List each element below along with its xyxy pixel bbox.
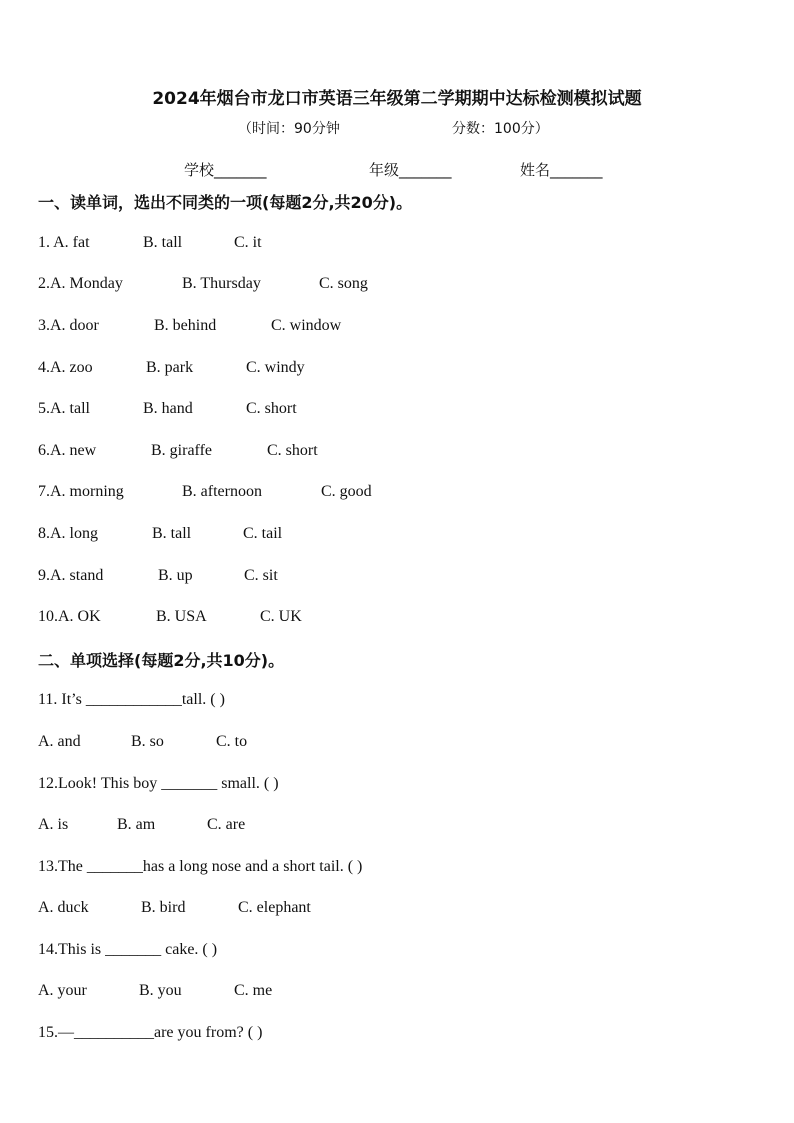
grade-field[interactable]: 年级_______ (369, 161, 452, 179)
section-heading: 二、单项选择(每题2分,共10分)。 (38, 651, 285, 670)
option-a: 1. A. fat (38, 234, 90, 251)
option-c: C. good (321, 483, 372, 500)
page-title: 2024年烟台市龙口市英语三年级第二学期期中达标检测模拟试题 (152, 89, 642, 109)
option-b: B. giraffe (151, 442, 213, 459)
section-heading: 一、读单词，选出不同类的一项(每题2分,共20分)。 (38, 193, 413, 212)
question-text: 12.Look! This boy _______ small. ( ) (38, 775, 279, 792)
question-text: 14.This is _______ cake. ( ) (38, 941, 218, 958)
option-c: C. UK (260, 608, 302, 625)
option-b: B. hand (143, 400, 193, 417)
option-c: C. song (319, 275, 368, 292)
name-field[interactable]: 姓名_______ (520, 161, 603, 179)
option-a: A. and (38, 733, 81, 750)
option-c: C. elephant (238, 899, 311, 916)
option-c: C. tail (243, 525, 283, 542)
option-a: 4.A. zoo (38, 359, 93, 376)
option-a: 9.A. stand (38, 567, 104, 584)
question-text: 15.—__________are you from? ( ) (38, 1024, 263, 1041)
option-b: B. up (158, 567, 193, 584)
option-c: C. short (267, 442, 318, 459)
option-c: C. me (234, 982, 273, 999)
option-b: B. bird (141, 899, 186, 916)
score-label: 分数：100分） (452, 121, 549, 137)
option-a: 6.A. new (38, 442, 97, 459)
option-c: C. are (207, 816, 246, 833)
option-a: 3.A. door (38, 317, 99, 334)
option-b: B. USA (156, 608, 207, 625)
option-b: B. so (131, 733, 164, 750)
option-b: B. park (146, 359, 194, 376)
option-c: C. sit (244, 567, 278, 584)
option-b: B. Thursday (182, 275, 261, 292)
option-c: C. window (271, 317, 342, 334)
time-label: （时间：90分钟 (238, 121, 340, 137)
option-b: B. afternoon (182, 483, 262, 500)
question-text: 13.The _______has a long nose and a short tail. ( ) (38, 858, 363, 875)
option-a: 10.A. OK (38, 608, 101, 625)
option-b: B. you (139, 982, 182, 999)
option-c: C. short (246, 400, 297, 417)
question-text: 11. It’s ____________tall. ( ) (38, 691, 225, 708)
option-a: 2.A. Monday (38, 275, 123, 292)
option-c: C. it (234, 234, 262, 251)
option-b: B. behind (154, 317, 217, 334)
option-a: A. is (38, 816, 69, 833)
option-a: A. duck (38, 899, 89, 916)
option-a: 5.A. tall (38, 400, 90, 417)
option-b: B. tall (143, 234, 183, 251)
option-a: A. your (38, 982, 87, 999)
option-c: C. to (216, 733, 248, 750)
option-a: 8.A. long (38, 525, 98, 542)
school-field[interactable]: 学校_______ (184, 161, 267, 179)
option-b: B. am (117, 816, 156, 833)
option-a: 7.A. morning (38, 483, 124, 500)
option-c: C. windy (246, 359, 305, 376)
option-b: B. tall (152, 525, 192, 542)
